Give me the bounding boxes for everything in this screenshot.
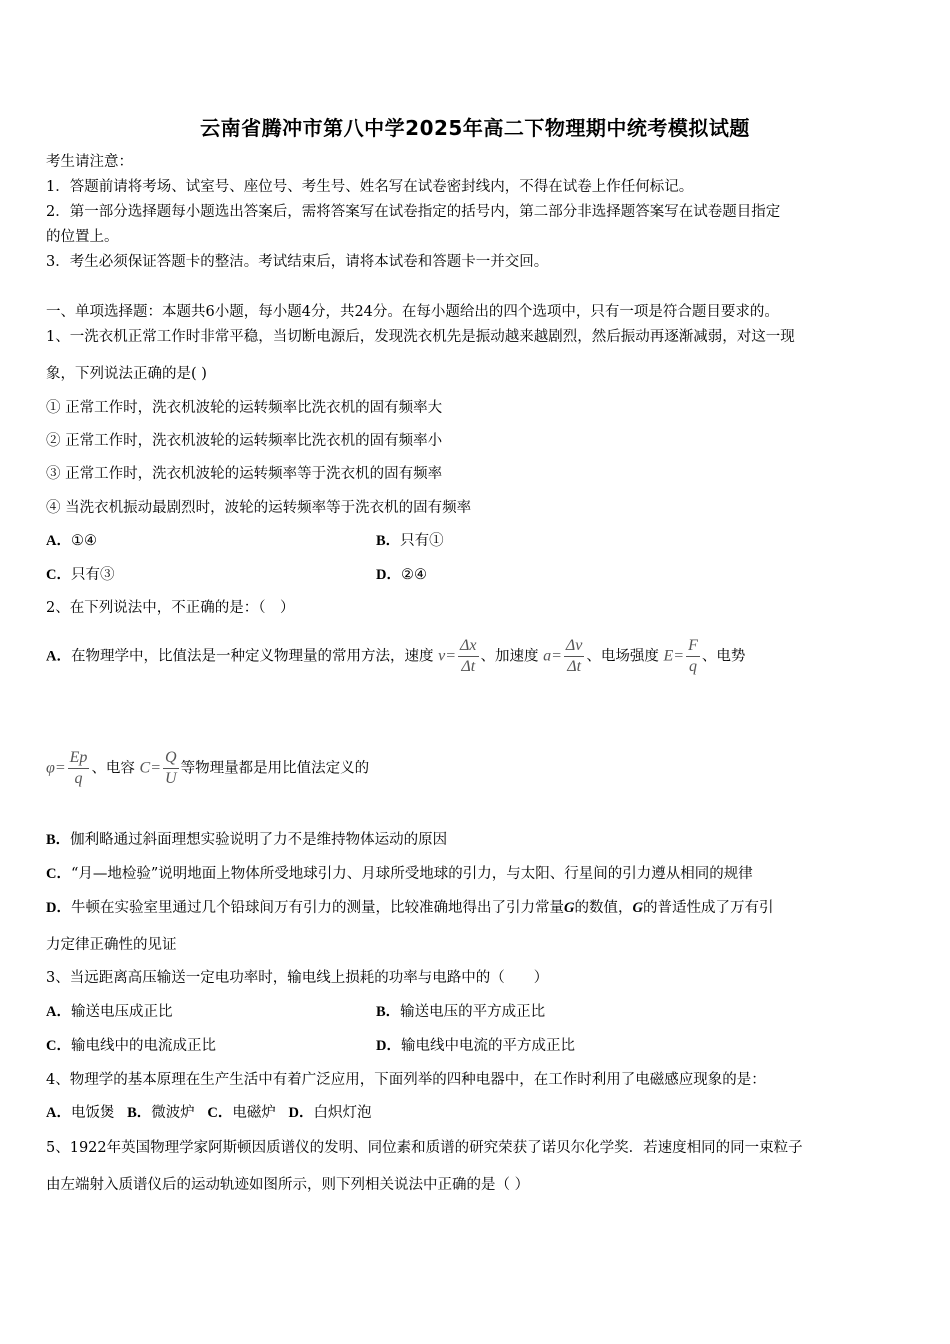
q2-stem: 2、在下列说法中，不正确的是：（ ） — [46, 600, 295, 616]
q4-option-d[interactable]: D．白炽灯泡 — [288, 1105, 372, 1121]
option-text: 、电容 — [91, 760, 135, 777]
option-label: C． — [46, 567, 71, 583]
q2-option-d[interactable] — [46, 898, 773, 918]
option-text: 、加速度 — [480, 648, 539, 665]
option-text: 输送电压的平方成正比 — [400, 1004, 546, 1020]
notice-item-2-cont: 的位置上。 — [46, 229, 119, 245]
q4-options — [46, 1103, 371, 1123]
capacitance-symbol: C — [139, 759, 151, 777]
option-text: ②④ — [400, 567, 427, 583]
q1-statement-4: ④ 当洗衣机振动最剧烈时，波轮的运转频率等于洗衣机的固有频率 — [46, 500, 472, 516]
option-text: 牛顿在实验室里通过几个铅球间万有引力的测量，比较准确地得出了引力常量 — [70, 900, 564, 916]
q1-statement-2: ② 正常工作时，洗衣机波轮的运转频率比洗衣机的固有频率小 — [46, 433, 443, 449]
section-heading: 一、单项选择题：本题共6小题，每小题4分，共24分。在每小题给出的四个选项中，只有一项是符合题目要求的。 — [46, 304, 779, 320]
option-text: 只有③ — [70, 567, 115, 583]
option-label: A． — [46, 648, 71, 665]
option-text: 、电势 — [701, 648, 746, 665]
velocity-symbol: v — [438, 647, 446, 665]
q2-option-d-cont: 力定律正确性的见证 — [46, 937, 177, 953]
option-text: 的普适性成了万有引 — [642, 900, 774, 916]
q4-option-a[interactable]: A．电饭煲 — [46, 1105, 115, 1121]
option-label: A． — [46, 533, 71, 549]
q1-stem-line2: 象，下列说法正确的是( ) — [46, 366, 207, 382]
q3-option-b[interactable] — [376, 1002, 545, 1022]
option-label: B． — [46, 832, 71, 848]
q1-option-c[interactable] — [46, 565, 114, 585]
notice-item-3: 3．考生必须保证答题卡的整洁。考试结束后，请将本试卷和答题卡一并交回。 — [46, 254, 549, 270]
field-symbol: E — [663, 647, 674, 665]
q1-option-a[interactable] — [46, 531, 97, 551]
page-title: 云南省腾冲市第八中学2025年高二下物理期中统考模拟试题 — [200, 116, 750, 140]
q2-option-c[interactable] — [46, 864, 753, 884]
q3-option-d[interactable] — [376, 1036, 575, 1056]
q4-stem: 4、物理学的基本原理在生产生活中有着广泛应用，下面列举的四种电器中，在工作时利用了电磁感应现象的是： — [46, 1072, 766, 1088]
q3-option-a[interactable] — [46, 1002, 172, 1022]
acceleration-fraction: $\frac{\Delta v}{\Delta t}$ — [565, 637, 583, 675]
option-label: C． — [46, 1038, 71, 1054]
q5-stem-line2: 由左端射入质谱仪后的运动轨迹如图所示，则下列相关说法中正确的是（ ） — [46, 1177, 530, 1193]
option-label: D． — [46, 900, 71, 916]
potential-symbol: φ — [46, 759, 55, 777]
option-text: 输电线中电流的平方成正比 — [400, 1038, 575, 1054]
field-fraction: $\frac{F}{q}$ — [688, 637, 698, 675]
option-text: 、电场强度 — [586, 648, 659, 665]
option-text: 等物理量都是用比值法定义的 — [180, 760, 370, 777]
option-text: “月—地检验”说明地面上物体所受地球引力、月球所受地球的引力，与太阳、行星间的引力遵从相同的规律 — [70, 866, 753, 882]
gravitational-constant: G — [632, 900, 643, 916]
potential-fraction: $\frac{Ep}{q}$ — [69, 749, 88, 787]
q1-statement-1: ① 正常工作时，洗衣机波轮的运转频率比洗衣机的固有频率大 — [46, 400, 443, 416]
q4-option-c[interactable]: C．电磁炉 — [207, 1105, 276, 1121]
q1-statement-3: ③ 正常工作时，洗衣机波轮的运转频率等于洗衣机的固有频率 — [46, 466, 443, 482]
capacitance-fraction: $\frac{Q}{U}$ — [165, 749, 177, 787]
option-label: C． — [46, 866, 71, 882]
q1-option-b[interactable] — [376, 531, 444, 551]
notice-item-1: 1．答题前请将考场、试室号、座位号、考生号、姓名写在试卷密封线内，不得在试卷上作任何标记。 — [46, 179, 694, 195]
acceleration-symbol: a — [543, 647, 552, 665]
velocity-fraction: $\frac{\Delta x}{\Delta t}$ — [460, 637, 477, 675]
option-label: D． — [376, 1038, 401, 1054]
option-text: 只有① — [400, 533, 444, 549]
option-label: D． — [376, 567, 401, 583]
option-text: 在物理学中，比值法是一种定义物理量的常用方法，速度 — [70, 648, 434, 665]
option-label: B． — [376, 1004, 401, 1020]
option-label: B． — [376, 533, 401, 549]
option-label: A． — [46, 1004, 71, 1020]
q2-option-a-cont: φ= $\frac{Ep}{q}$ 、电容 C= $\frac{Q}{U}$ 等物理量都是用比值法定义的 — [46, 749, 370, 787]
notice-item-2: 2．第一部分选择题每小题选出答案后，需将答案写在试卷指定的括号内，第二部分非选择题答案写在试卷题目指定 — [46, 204, 781, 220]
option-text: ①④ — [70, 533, 97, 549]
option-text: 输送电压成正比 — [70, 1004, 173, 1020]
option-text: 伽利略通过斜面理想实验说明了力不是维持物体运动的原因 — [70, 832, 448, 848]
q1-option-d[interactable] — [376, 565, 427, 585]
notice-heading: 考生请注意： — [46, 154, 133, 170]
q3-stem: 3、当远距离高压输送一定电功率时，输电线上损耗的功率与电路中的（ ） — [46, 970, 549, 986]
option-text: 输电线中的电流成正比 — [70, 1038, 216, 1054]
gravitational-constant: G — [563, 900, 575, 916]
option-text: 的数值， — [574, 900, 633, 916]
q2-option-b[interactable] — [46, 830, 447, 850]
q5-stem-line1: 5、1922年英国物理学家阿斯顿因质谱仪的发明、同位素和质谱的研究荣获了诺贝尔化学奖．若速度相同的同一束粒子 — [46, 1140, 803, 1156]
q2-option-a[interactable]: A．在物理学中，比值法是一种定义物理量的常用方法，速度 v= $\frac{\Delta x}{\Delta t}$ 、加速度 a= $\frac{\Delta v}{\Delta t}$ 、电场强度 E= $\frac{F}{q}$ 、电势 — [46, 637, 746, 675]
q1-stem-line1: 1、一洗衣机正常工作时非常平稳，当切断电源后，发现洗衣机先是振动越来越剧烈，然后振动再逐渐减弱，对这一现 — [46, 329, 795, 345]
q3-option-c[interactable] — [46, 1036, 216, 1056]
q4-option-b[interactable]: B．微波炉 — [127, 1105, 195, 1121]
